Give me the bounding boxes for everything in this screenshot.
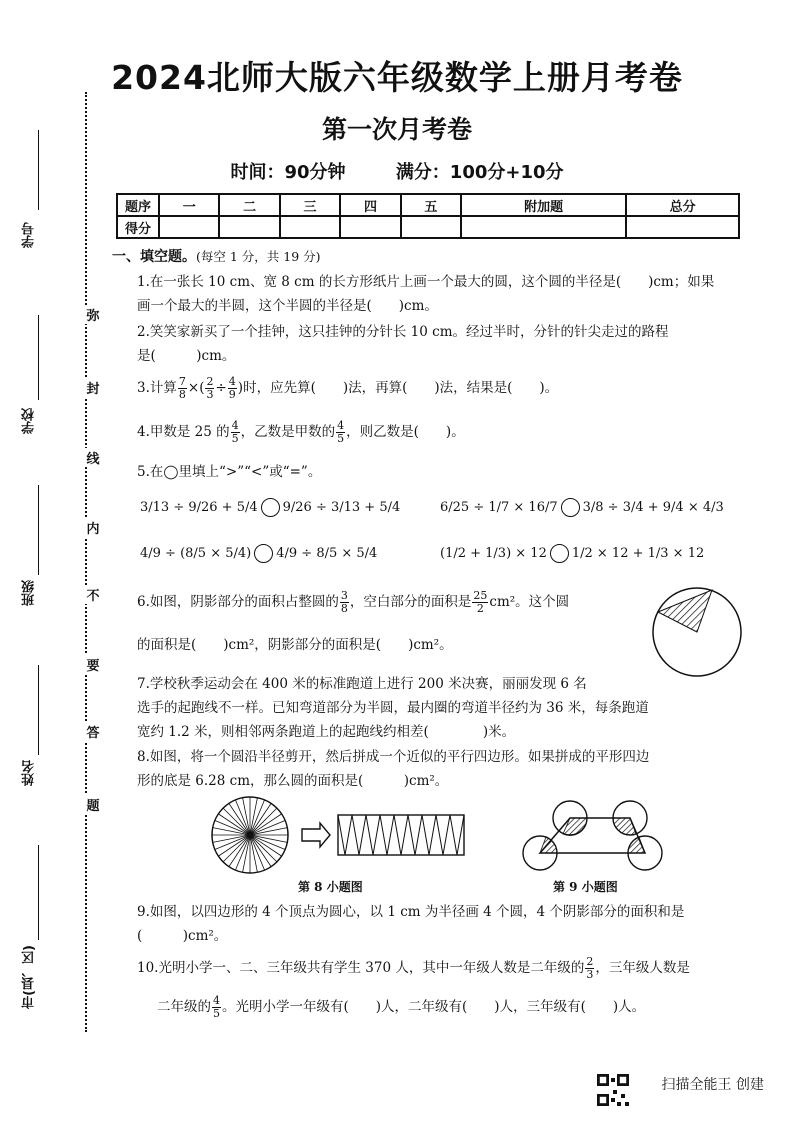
score-header-cell: 四 <box>340 194 400 216</box>
figure-9 <box>515 798 665 878</box>
figure-9-caption: 第 9 小题图 <box>553 880 618 894</box>
score-header-cell: 总分 <box>626 194 739 216</box>
shaded-sector <box>563 818 587 836</box>
question-5 <box>137 460 757 484</box>
question-1 <box>137 270 757 318</box>
exam-subtitle: 第一次月考卷 <box>321 115 472 144</box>
question-7-line-1: 7.学校秋季运动会在 400 米的标准跑道上进行 200 米决赛，丽丽发现 6 名 <box>137 676 587 692</box>
score-header-cell: 三 <box>280 194 340 216</box>
field-underline <box>38 665 39 755</box>
score-cell <box>219 216 279 238</box>
question-6 <box>137 590 637 657</box>
seal-char: 内 <box>84 518 102 537</box>
exam-info <box>0 158 794 184</box>
score-row-label: 得分 <box>117 216 159 238</box>
field-label-class: 班级 <box>22 580 37 606</box>
figure-8-parallelogram <box>338 815 464 855</box>
field-underline <box>38 315 39 400</box>
compare-circle[interactable] <box>561 498 580 517</box>
question-1-line-1: 1.在一张长 10 cm、宽 8 cm 的长方形纸片上画一个最大的圆，这个圆的半径是( )cm；如果 <box>137 274 715 290</box>
comparison-3: 4/9 ÷ (8/5 × 5/4) 4/9 ÷ 8/5 × 5/4 <box>140 546 378 561</box>
score-cell <box>401 216 461 238</box>
fraction: $\frac{7}{8}$ <box>178 375 186 401</box>
seal-char: 封 <box>84 378 102 397</box>
field-label-district: 市(县、区) <box>22 945 37 1009</box>
score-table <box>116 193 740 239</box>
field-label-name: 姓名 <box>22 760 37 786</box>
question-8-line-2: 形的底是 6.28 cm，那么圆的面积是( )cm²。 <box>137 773 449 789</box>
qr-code-icon <box>597 1074 629 1106</box>
figure-8-caption: 第 8 小题图 <box>298 880 363 894</box>
fraction: $\frac{2}{3}$ <box>206 375 214 401</box>
question-9-line-2: ( )cm²。 <box>137 928 228 944</box>
score-cell <box>340 216 400 238</box>
score-cell <box>461 216 626 238</box>
compare-circle[interactable] <box>550 544 569 563</box>
score-header-cell: 二 <box>219 194 279 216</box>
fraction: $\frac{2}{3}$ <box>586 955 594 981</box>
question-2-line-2: 是( )cm。 <box>137 348 236 364</box>
question-10 <box>137 956 757 1020</box>
score-table-score-row <box>117 216 739 238</box>
comparison-2: 6/25 ÷ 1/7 × 16/7 3/8 ÷ 3/4 + 9/4 × 4/3 <box>440 500 724 515</box>
seal-char: 题 <box>84 795 102 814</box>
question-1-line-2: 画一个最大的半圆，这个半圆的半径是( )cm。 <box>137 298 438 314</box>
question-9 <box>137 900 757 948</box>
arrow-icon <box>302 823 330 847</box>
field-underline <box>38 485 39 575</box>
question-10-line-1: 10.光明小学一、二、三年级共有学生 370 人，其中一年级人数是二年级的 $\frac{2}{3}$ ，三年级人数是 <box>137 955 690 981</box>
question-5-prompt: 5.在◯里填上“>”“<”或“=”。 <box>137 464 322 480</box>
seal-dotted-line <box>85 92 87 1032</box>
score-cell <box>159 216 219 238</box>
comparison-1: 3/13 ÷ 9/26 + 5/4 9/26 ÷ 3/13 + 5/4 <box>140 500 401 515</box>
comparison-4: (1/2 + 1/3) × 12 1/2 × 12 + 1/3 × 12 <box>440 546 705 561</box>
score-cell <box>280 216 340 238</box>
question-2-line-1: 2.笑笑家新买了一个挂钟，这只挂钟的分针长 10 cm。经过半时，分针的针尖走过的路程 <box>137 324 669 340</box>
question-7 <box>137 672 757 744</box>
question-4: 4.甲数是 25 的 $\frac{4}{5}$ ，乙数是甲数的 $\frac{4}{5}$ ，则乙数是( )。 <box>137 419 465 445</box>
seal-char: 要 <box>84 655 102 674</box>
field-underline <box>38 845 39 940</box>
section-title: 一、填空题。(每空 1 分，共 19 分) <box>112 249 321 265</box>
compare-circle[interactable] <box>261 498 280 517</box>
question-9-line-1: 9.如图，以四边形的 4 个顶点为圆心，以 1 cm 为半径画 4 个圆，4 个阴影部分的面积和是 <box>137 904 685 920</box>
question-3: 3.计算 $\frac{7}{8}$ ×( $\frac{2}{3}$ ÷ $\frac{4}{9}$ )时，应先算( )法，再算( )法，结果是( )。 <box>137 375 559 401</box>
fraction: $\frac{4}{5}$ <box>231 419 239 445</box>
question-8 <box>137 745 757 793</box>
fraction: $\frac{25}{2}$ <box>473 589 488 615</box>
question-7-line-2: 选手的起跑线不一样。已知弯道部分为半圆，最内圈的弯道半径约为 36 米，每条跑道 <box>137 700 649 716</box>
score-header-cell: 题序 <box>117 194 159 216</box>
scanner-watermark: 扫描全能王 创建 <box>661 1077 764 1093</box>
question-10-line-2: 二年级的 $\frac{4}{5}$ 。光明小学一年级有( )人，二年级有( )人，三年级有( )人。 <box>157 994 646 1020</box>
shaded-sector <box>628 837 645 853</box>
score-cell <box>626 216 739 238</box>
seal-char: 不 <box>84 585 102 604</box>
fraction: $\frac{3}{8}$ <box>340 589 348 615</box>
score-table-header-row <box>117 194 739 216</box>
q6-circle-figure <box>650 585 744 679</box>
field-label-school: 学校 <box>22 408 37 434</box>
question-6-line-1: 6.如图，阴影部分的面积占整圆的 $\frac{3}{8}$ ，空白部分的面积是 $\frac{25}{2}$ cm²。这个圆 <box>137 589 570 615</box>
full-score: 满分：100分+10分 <box>395 162 564 183</box>
compare-circle[interactable] <box>254 544 273 563</box>
fraction: $\frac{4}{5}$ <box>337 419 345 445</box>
section-note: (每空 1 分，共 19 分) <box>196 249 321 264</box>
field-underline <box>38 130 39 210</box>
exam-title: 2024北师大版六年级数学上册月考卷 <box>111 58 683 97</box>
seal-char: 弥 <box>84 305 102 324</box>
time-limit: 时间：90分钟 <box>230 162 346 183</box>
shaded-sector <box>540 837 557 853</box>
question-7-line-3: 宽约 1.2 米，则相邻两条跑道上的起跑线约相差( )米。 <box>137 724 516 740</box>
score-header-cell: 一 <box>159 194 219 216</box>
score-header-cell: 附加题 <box>461 194 626 216</box>
question-2 <box>137 320 757 368</box>
shaded-sector <box>613 818 636 835</box>
fraction: $\frac{4}{9}$ <box>228 375 236 401</box>
question-6-line-2: 的面积是( )cm²，阴影部分的面积是( )cm²。 <box>137 637 453 653</box>
score-header-cell: 五 <box>401 194 461 216</box>
figure-8 <box>210 795 472 877</box>
seal-char: 答 <box>84 722 102 741</box>
figure-8-sliced-circle <box>212 797 288 873</box>
seal-char: 线 <box>84 448 102 467</box>
question-8-line-1: 8.如图，将一个圆沿半径剪开，然后拼成一个近似的平行四边形。如果拼成的平形四边 <box>137 749 650 765</box>
fraction: $\frac{4}{5}$ <box>213 994 220 1020</box>
field-label-student-id: 学号 <box>22 222 37 248</box>
